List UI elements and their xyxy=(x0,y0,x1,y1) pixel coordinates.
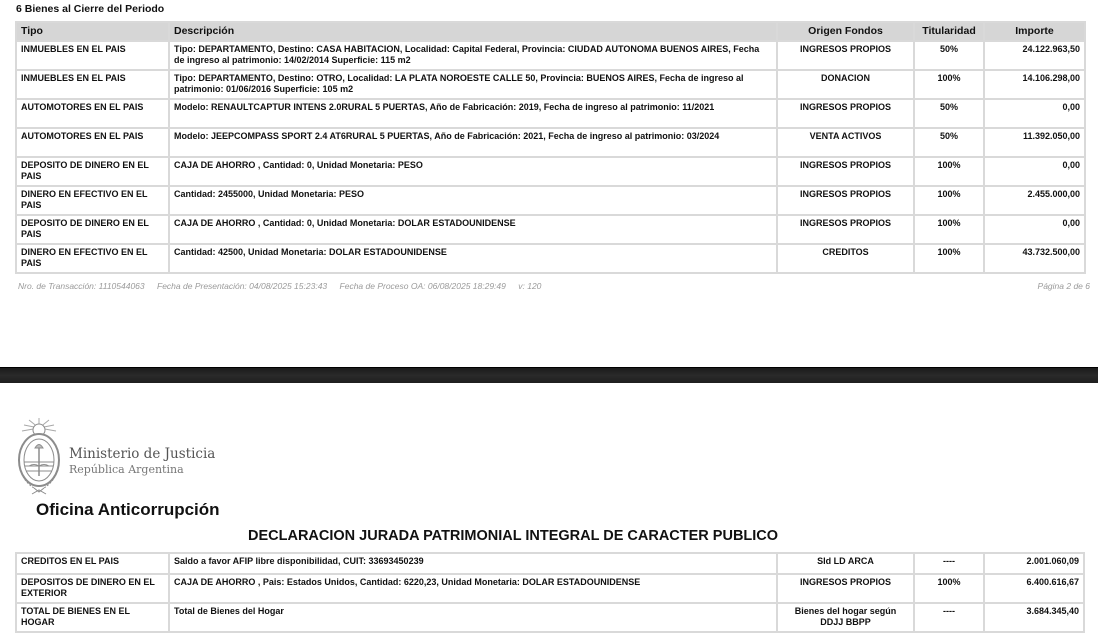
header-importe: Importe xyxy=(984,22,1085,41)
cell-importe: 6.400.616,67 xyxy=(984,574,1084,603)
cell-titularidad: 100% xyxy=(914,157,984,186)
cell-tipo: CREDITOS EN EL PAIS xyxy=(16,553,169,574)
cell-tipo: DEPOSITO DE DINERO EN EL PAIS xyxy=(16,157,169,186)
cell-descripcion: Saldo a favor AFIP libre disponibilidad, CUIT: 33693450239 xyxy=(169,553,777,574)
cell-origen-fondos: Sld LD ARCA xyxy=(777,553,914,574)
cell-importe: 2.001.060,09 xyxy=(984,553,1084,574)
cell-origen-fondos: INGRESOS PROPIOS xyxy=(777,157,914,186)
table-row xyxy=(16,553,1084,574)
cell-titularidad: 100% xyxy=(914,215,984,244)
cell-importe: 0,00 xyxy=(984,157,1085,186)
cell-origen-fondos: INGRESOS PROPIOS xyxy=(777,99,914,128)
republic-name: República Argentina xyxy=(69,463,184,476)
cell-descripcion: Cantidad: 2455000, Unidad Monetaria: PESO xyxy=(169,186,777,215)
presentation-date: Fecha de Presentación: 04/08/2025 15:23:43 xyxy=(157,281,328,291)
cell-tipo: DINERO EN EFECTIVO EN EL PAIS xyxy=(16,244,169,273)
table-row xyxy=(16,157,1085,186)
cell-descripcion: CAJA DE AHORRO , Pais: Estados Unidos, Cantidad: 6220,23, Unidad Monetaria: DOLAR ESTADOUNIDENSE xyxy=(169,574,777,603)
cell-origen-fondos: INGRESOS PROPIOS xyxy=(777,574,914,603)
table-row xyxy=(16,70,1085,99)
document-page-3 xyxy=(0,383,1098,639)
table-row xyxy=(16,186,1085,215)
cell-titularidad: 100% xyxy=(914,70,984,99)
cell-titularidad: 50% xyxy=(914,41,984,70)
cell-importe: 0,00 xyxy=(984,99,1085,128)
cell-importe: 11.392.050,00 xyxy=(984,128,1085,157)
cell-tipo: INMUEBLES EN EL PAIS xyxy=(16,70,169,99)
transaction-number: Nro. de Transacción: 1110544063 xyxy=(18,281,145,291)
version: v: 120 xyxy=(518,281,542,291)
cell-descripcion: Cantidad: 42500, Unidad Monetaria: DOLAR ESTADOUNIDENSE xyxy=(169,244,777,273)
cell-origen-fondos: Bienes del hogar según DDJJ BBPP xyxy=(777,603,914,632)
ministry-name: Ministerio de Justicia xyxy=(69,446,216,462)
header-titularidad: Titularidad xyxy=(914,22,984,41)
header-tipo: Tipo xyxy=(16,22,169,41)
cell-titularidad: ---- xyxy=(914,603,984,632)
cell-titularidad: 50% xyxy=(914,128,984,157)
table-header-row xyxy=(16,22,1085,41)
cell-importe: 2.455.000,00 xyxy=(984,186,1085,215)
cell-tipo: AUTOMOTORES EN EL PAIS xyxy=(16,99,169,128)
table-row xyxy=(16,41,1085,70)
cell-titularidad: 100% xyxy=(914,574,984,603)
cell-origen-fondos: INGRESOS PROPIOS xyxy=(777,41,914,70)
cell-descripcion: Modelo: JEEPCOMPASS SPORT 2.4 AT6RURAL 5 PUERTAS, Año de Fabricación: 2021, Fecha de ingreso al patrimonio: 03/2024 xyxy=(169,128,777,157)
cell-tipo: INMUEBLES EN EL PAIS xyxy=(16,41,169,70)
cell-importe: 24.122.963,50 xyxy=(984,41,1085,70)
cell-tipo: AUTOMOTORES EN EL PAIS xyxy=(16,128,169,157)
page-separator xyxy=(0,367,1098,384)
cell-descripcion: Total de Bienes del Hogar xyxy=(169,603,777,632)
table-row xyxy=(16,574,1084,603)
cell-origen-fondos: DONACION xyxy=(777,70,914,99)
section-title: 6 Bienes al Cierre del Periodo xyxy=(16,3,165,15)
table-row xyxy=(16,215,1085,244)
cell-descripcion: CAJA DE AHORRO , Cantidad: 0, Unidad Monetaria: DOLAR ESTADOUNIDENSE xyxy=(169,215,777,244)
cell-tipo: TOTAL DE BIENES EN EL HOGAR xyxy=(16,603,169,632)
cell-importe: 43.732.500,00 xyxy=(984,244,1085,273)
office-name: Oficina Anticorrupción xyxy=(36,500,220,519)
cell-titularidad: 100% xyxy=(914,244,984,273)
table-row xyxy=(16,99,1085,128)
cell-descripcion: CAJA DE AHORRO , Cantidad: 0, Unidad Monetaria: PESO xyxy=(169,157,777,186)
page-footer-meta xyxy=(18,281,551,291)
cell-descripcion: Tipo: DEPARTAMENTO, Destino: OTRO, Localidad: LA PLATA NOROESTE CALLE 50, Provincia: BUENOS AIRES, Fecha de ingreso al patrimonio: 01/06/2016 Superficie: 105 m2 xyxy=(169,70,777,99)
cell-descripcion: Tipo: DEPARTAMENTO, Destino: CASA HABITACION, Localidad: Capital Federal, Provincia: CIUDAD AUTONOMA BUENOS AIRES, Fecha de ingreso al patrimonio: 14/02/2014 Superficie: 115 m2 xyxy=(169,41,777,70)
cell-importe: 3.684.345,40 xyxy=(984,603,1084,632)
coat-of-arms-icon xyxy=(14,416,64,498)
cell-titularidad: 100% xyxy=(914,186,984,215)
cell-importe: 14.106.298,00 xyxy=(984,70,1085,99)
document-title: DECLARACION JURADA PATRIMONIAL INTEGRAL DE CARACTER PUBLICO xyxy=(248,528,779,544)
table-row xyxy=(16,244,1085,273)
header-origen-fondos: Origen Fondos xyxy=(777,22,914,41)
table-row xyxy=(16,603,1084,632)
cell-tipo: DEPOSITO DE DINERO EN EL PAIS xyxy=(16,215,169,244)
header-descripcion: Descripción xyxy=(169,22,777,41)
assets-table xyxy=(15,21,1086,274)
cell-origen-fondos: CREDITOS xyxy=(777,244,914,273)
cell-titularidad: 50% xyxy=(914,99,984,128)
cell-descripcion: Modelo: RENAULTCAPTUR INTENS 2.0RURAL 5 PUERTAS, Año de Fabricación: 2019, Fecha de ingreso al patrimonio: 11/2021 xyxy=(169,99,777,128)
assets-table-continued xyxy=(15,552,1085,633)
table-row xyxy=(16,128,1085,157)
cell-origen-fondos: VENTA ACTIVOS xyxy=(777,128,914,157)
cell-origen-fondos: INGRESOS PROPIOS xyxy=(777,215,914,244)
cell-importe: 0,00 xyxy=(984,215,1085,244)
process-date: Fecha de Proceso OA: 06/08/2025 18:29:49 xyxy=(339,281,506,291)
cell-titularidad: ---- xyxy=(914,553,984,574)
cell-origen-fondos: INGRESOS PROPIOS xyxy=(777,186,914,215)
cell-tipo: DINERO EN EFECTIVO EN EL PAIS xyxy=(16,186,169,215)
cell-tipo: DEPOSITOS DE DINERO EN EL EXTERIOR xyxy=(16,574,169,603)
page-number: Página 2 de 6 xyxy=(1037,281,1090,291)
